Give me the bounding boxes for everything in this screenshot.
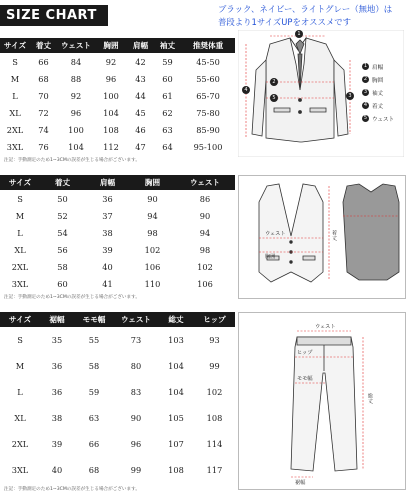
jacket-table-cell: 45-50 xyxy=(196,56,220,67)
jacket-legend-item xyxy=(362,112,394,125)
vest-table-cell: XL xyxy=(14,244,26,255)
pants-table-cell: 36 xyxy=(51,361,63,371)
size-note-line1: ブラック、ネイビー、ライトグレー（無地）は xyxy=(218,4,393,14)
jacket-marker-2: 2 xyxy=(270,78,278,86)
vest-header-cell: 肩幅 xyxy=(85,175,130,190)
vest-section xyxy=(0,175,407,303)
pants-table-cell: M xyxy=(15,361,25,371)
jacket-legend-item xyxy=(362,99,394,112)
pants-table-row xyxy=(0,379,235,405)
header xyxy=(0,0,407,30)
pants-table-cell: 83 xyxy=(130,387,142,397)
size-note-line2: 普段より1サイズUPをオススメです xyxy=(218,17,352,27)
pants-header-cell: ヒップ xyxy=(194,312,235,327)
pants-table-cell: 90 xyxy=(130,413,142,423)
jacket-table-row xyxy=(0,70,235,87)
vest-table-cell: M xyxy=(15,210,25,221)
pants-footnote: 注記：手動測定のため1~3CMの誤差が生じる場合がございます。 xyxy=(4,487,140,492)
vest-diagram xyxy=(238,175,406,299)
jacket-table-cell: S xyxy=(12,56,18,67)
jacket-table-cell: 112 xyxy=(103,141,119,152)
jacket-table-cell: 46 xyxy=(135,124,146,135)
pants-table-cell: 3XL xyxy=(11,465,29,475)
jacket-footnote: 注記：手動測定のため1~3CMの誤差が生じる場合がございます。 xyxy=(4,158,140,163)
jacket-table-cell: 76 xyxy=(38,141,49,152)
vest-table-cell: 36 xyxy=(102,193,113,204)
pants-table-cell: 58 xyxy=(88,361,100,371)
pants-table-cell: 108 xyxy=(168,465,184,475)
pants-header-cell: 総丈 xyxy=(158,312,194,327)
pants-table-cell: XL xyxy=(14,413,26,423)
legend-number: 2 xyxy=(363,76,368,82)
jacket-table-cell: 60 xyxy=(162,73,173,84)
vest-table-cell: 98 xyxy=(147,227,158,238)
jacket-table-cell: 96 xyxy=(105,73,117,84)
jacket-table-cell: 100 xyxy=(68,124,84,135)
jacket-legend-item xyxy=(362,86,394,99)
pants-header-cell: ウェスト xyxy=(114,312,158,327)
vest-chest-label: 胸囲 xyxy=(265,254,276,260)
vest-header-cell: サイズ xyxy=(0,175,40,190)
pants-header-cell: 裾幅 xyxy=(40,312,74,327)
vest-table-cell: 94 xyxy=(199,227,211,238)
vest-table-cell: 60 xyxy=(57,278,68,289)
vest-table-cell: L xyxy=(17,227,23,238)
pants-table-row xyxy=(0,353,235,379)
jacket-table-cell: 62 xyxy=(162,107,173,118)
vest-waist-label: ウェスト xyxy=(265,231,286,237)
jacket-table-cell: 66 xyxy=(38,56,49,67)
jacket-table-cell: 100 xyxy=(103,90,119,101)
vest-table-row xyxy=(0,275,235,292)
jacket-table-cell: 47 xyxy=(135,141,146,152)
pants-table-row xyxy=(0,327,235,353)
jacket-marker-4: 4 xyxy=(242,86,250,94)
jacket-legend-item xyxy=(362,73,394,86)
vest-illustration xyxy=(239,176,405,298)
jacket-header-cell: 袖丈 xyxy=(154,38,181,53)
pants-table-cell: 38 xyxy=(51,413,63,423)
pants-table-cell: L xyxy=(17,387,23,397)
pants-hip-label: ヒップ xyxy=(297,350,313,356)
legend-number: 4 xyxy=(363,102,368,108)
jacket-marker-5: 5 xyxy=(270,94,278,102)
jacket-table-cell: 45 xyxy=(135,107,146,118)
vest-table-cell: 2XL xyxy=(11,261,29,272)
vest-table-row xyxy=(0,224,235,241)
pants-table-cell: 66 xyxy=(88,439,100,449)
jacket-table-cell: 55-60 xyxy=(196,73,220,84)
pants-table-cell: 108 xyxy=(206,413,223,423)
pants-table-row xyxy=(0,457,235,483)
pants-table-cell: 73 xyxy=(130,335,142,345)
legend-label: 肩幅 xyxy=(372,64,384,71)
pants-table-cell: 80 xyxy=(130,361,142,371)
vest-table-cell: 40 xyxy=(102,261,113,272)
pants-table-cell: 35 xyxy=(51,335,63,345)
vest-header-cell: 着丈 xyxy=(40,175,85,190)
pants-table-row xyxy=(0,405,235,431)
vest-footnote: 注記：手動測定のため1~3CMの誤差が生じる場合がございます。 xyxy=(4,295,140,300)
jacket-table-cell: 92 xyxy=(105,56,117,67)
jacket-table-cell: 85-90 xyxy=(196,124,220,135)
vest-table-row xyxy=(0,241,235,258)
pants-table-cell: 96 xyxy=(130,439,142,449)
jacket-header-cell: 推奨体重 xyxy=(181,38,235,53)
legend-label: ウェスト xyxy=(372,116,395,123)
pants-table-cell: 99 xyxy=(209,361,220,371)
jacket-header-cell: サイズ xyxy=(0,38,30,53)
vest-table-cell: 94 xyxy=(147,210,158,221)
vest-table-cell: 56 xyxy=(57,244,68,255)
pants-table-cell: 107 xyxy=(168,439,184,449)
pants-header-cell: サイズ xyxy=(0,312,40,327)
jacket-table-cell: 61 xyxy=(162,90,173,101)
jacket-table-row xyxy=(0,104,235,121)
pants-table-cell: 102 xyxy=(206,387,223,397)
pants-table-cell: 104 xyxy=(168,361,184,371)
vest-table-cell: 90 xyxy=(147,193,158,204)
jacket-header-cell: ウェスト xyxy=(57,38,95,53)
pants-table-cell: 68 xyxy=(88,465,100,475)
pants-table-cell: 39 xyxy=(51,439,63,449)
pants-table-cell: S xyxy=(17,335,23,345)
jacket-table-cell: 92 xyxy=(70,90,82,101)
jacket-table-cell: 88 xyxy=(70,73,82,84)
pants-waist-label: ウェスト xyxy=(315,324,336,330)
pants-section xyxy=(0,312,407,498)
legend-label: 胸囲 xyxy=(372,77,384,84)
jacket-table-cell: 95-100 xyxy=(193,141,223,152)
vest-table-cell: 102 xyxy=(144,244,161,255)
vest-table-cell: 37 xyxy=(102,210,113,221)
jacket-table-cell: 70 xyxy=(38,90,49,101)
jacket-table-cell: 72 xyxy=(38,107,49,118)
pants-header-row xyxy=(0,312,235,327)
pants-table-cell: 117 xyxy=(206,465,223,475)
jacket-table-cell: 3XL xyxy=(6,141,24,152)
pants-table-cell: 59 xyxy=(88,387,100,397)
jacket-table-cell: 68 xyxy=(38,73,49,84)
jacket-table-cell: 63 xyxy=(162,124,173,135)
pants-table-cell: 55 xyxy=(88,335,100,345)
jacket-header-cell: 胸囲 xyxy=(95,38,127,53)
pants-table-cell: 93 xyxy=(209,335,220,345)
vest-table-cell: 41 xyxy=(102,278,113,289)
vest-table-cell: 39 xyxy=(102,244,113,255)
jacket-table-row xyxy=(0,87,235,104)
vest-table-cell: 98 xyxy=(199,244,211,255)
vest-table-cell: 106 xyxy=(197,278,213,289)
pants-table-cell: 63 xyxy=(88,413,100,423)
vest-table-cell: 102 xyxy=(197,261,213,272)
jacket-table-cell: 42 xyxy=(135,56,146,67)
vest-table-cell: 58 xyxy=(57,261,68,272)
jacket-table-cell: 104 xyxy=(103,107,119,118)
jacket-marker-3: 3 xyxy=(346,92,354,100)
jacket-size-table xyxy=(0,38,235,155)
jacket-header-cell: 着丈 xyxy=(30,38,57,53)
jacket-table-cell: 104 xyxy=(68,141,84,152)
jacket-table-cell: 43 xyxy=(135,73,146,84)
vest-table-row xyxy=(0,258,235,275)
page-title: SIZE CHART xyxy=(0,5,108,26)
jacket-table-row xyxy=(0,121,235,138)
pants-header-cell: モモ幅 xyxy=(74,312,114,327)
jacket-table-cell: L xyxy=(12,90,18,101)
pants-thigh-label: モモ幅 xyxy=(297,376,313,382)
pants-diagram xyxy=(238,312,406,490)
pants-table-cell: 40 xyxy=(51,465,63,475)
jacket-table-cell: 59 xyxy=(162,56,173,67)
jacket-table-cell: 2XL xyxy=(6,124,24,135)
vest-header-cell: 胸囲 xyxy=(130,175,175,190)
pants-size-table xyxy=(0,312,235,483)
jacket-table-cell: 84 xyxy=(70,56,82,67)
legend-label: 着丈 xyxy=(372,103,384,110)
jacket-table-row xyxy=(0,53,235,70)
jacket-section xyxy=(0,31,407,166)
vest-table-cell: 38 xyxy=(102,227,113,238)
jacket-table-cell: 64 xyxy=(162,141,173,152)
vest-header-row xyxy=(0,175,235,190)
pants-table-cell: 105 xyxy=(168,413,184,423)
legend-label: 袖丈 xyxy=(372,90,384,97)
pants-table-cell: 114 xyxy=(206,439,223,449)
vest-table-cell: 54 xyxy=(57,227,68,238)
vest-header-cell: ウェスト xyxy=(175,175,235,190)
vest-length-label: 着丈 xyxy=(331,230,337,241)
pants-table-cell: 99 xyxy=(130,465,142,475)
jacket-table-cell: 65-70 xyxy=(196,90,220,101)
jacket-table-cell: 96 xyxy=(70,107,82,118)
jacket-table-cell: 44 xyxy=(135,90,146,101)
legend-number: 3 xyxy=(363,89,368,95)
jacket-table-cell: 74 xyxy=(38,124,49,135)
pants-table-row xyxy=(0,431,235,457)
jacket-table-cell: M xyxy=(10,73,20,84)
jacket-header-row xyxy=(0,38,235,53)
size-note xyxy=(218,3,404,29)
jacket-table-cell: 108 xyxy=(103,124,119,135)
vest-size-table xyxy=(0,175,235,292)
vest-table-cell: 52 xyxy=(57,210,68,221)
jacket-table-cell: 75-80 xyxy=(196,107,220,118)
vest-table-cell: 90 xyxy=(199,210,211,221)
jacket-diagram xyxy=(238,30,404,157)
pants-hem-label: 裾幅 xyxy=(295,480,306,486)
jacket-header-cell: 肩幅 xyxy=(127,38,154,53)
pants-length-label: 総丈 xyxy=(367,393,373,404)
jacket-marker-1: 1 xyxy=(295,30,303,38)
vest-table-row xyxy=(0,207,235,224)
jacket-legend-item xyxy=(362,60,394,73)
vest-table-cell: 110 xyxy=(144,278,161,289)
vest-table-cell: 50 xyxy=(57,193,68,204)
jacket-table-cell: XL xyxy=(9,107,21,118)
legend-number: 1 xyxy=(363,63,368,69)
pants-table-cell: 36 xyxy=(51,387,63,397)
vest-table-cell: 106 xyxy=(144,261,161,272)
vest-table-cell: 86 xyxy=(199,193,211,204)
pants-illustration xyxy=(239,313,405,489)
vest-table-cell: S xyxy=(17,193,23,204)
legend-number: 5 xyxy=(363,115,368,121)
pants-table-cell: 103 xyxy=(168,335,184,345)
jacket-legend xyxy=(362,60,394,125)
pants-table-cell: 2XL xyxy=(11,439,29,449)
jacket-table-row xyxy=(0,138,235,155)
vest-table-row xyxy=(0,190,235,207)
vest-table-cell: 3XL xyxy=(11,278,29,289)
pants-table-cell: 104 xyxy=(168,387,184,397)
